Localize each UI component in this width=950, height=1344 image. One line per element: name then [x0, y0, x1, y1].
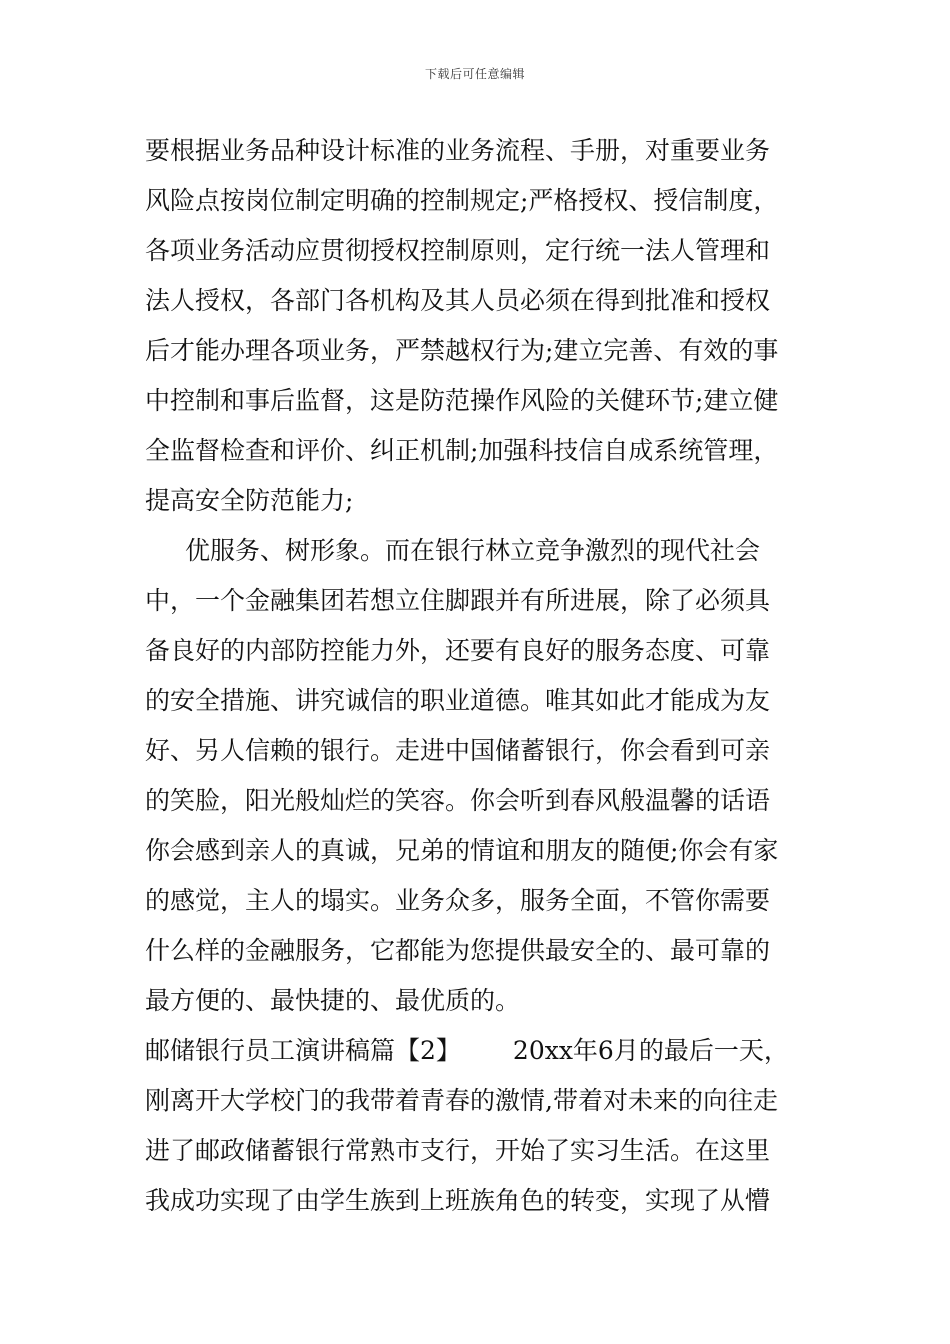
- text-line: 的安全措施、讲究诚信的职业道德。唯其如此才能成为友: [145, 686, 771, 715]
- text-line: 各项业务活动应贯彻授权控制原则，定行统一法人管理和: [145, 236, 771, 265]
- text-line: 提高安全防范能力;: [145, 486, 354, 515]
- text-line: 风险点按岗位制定明确的控制规定;严格授权、授信制度，: [145, 186, 779, 215]
- section-title: 邮储银行员工演讲稿篇【2】: [145, 1036, 461, 1065]
- section-title-line: [145, 1026, 810, 1076]
- text-line: 的笑脸，阳光般灿烂的笑容。你会听到春风般温馨的话语: [145, 786, 771, 815]
- text-line-indented: 优服务、树形象。而在银行林立竞争激烈的现代社会: [185, 536, 761, 565]
- text-line: 什么样的金融服务，它都能为您提供最安全的、最可靠的: [145, 936, 771, 965]
- text-line: 我成功实现了由学生族到上班族角色的转变，实现了从懵: [145, 1186, 771, 1215]
- text-line: 全监督检查和评价、纠正机制;加强科技信自成系统管理，: [145, 436, 779, 465]
- document-body: [145, 126, 810, 1226]
- text-line: 进了邮政储蓄银行常熟市支行，开始了实习生活。在这里: [145, 1136, 771, 1165]
- paragraph-2: [145, 526, 810, 1026]
- text-line: 刚离开大学校门的我带着青春的激情,带着对未来的向往走: [145, 1086, 778, 1115]
- text-line: 法人授权，各部门各机构及其人员必须在得到批准和授权: [145, 286, 771, 315]
- text-line: 后才能办理各项业务，严禁越权行为;建立完善、有效的事: [145, 336, 779, 365]
- paragraph-3: [145, 1026, 810, 1226]
- page-header: 下载后可任意编辑: [424, 67, 525, 81]
- text-line: 的感觉，主人的塌实。业务众多，服务全面，不管你需要: [145, 886, 771, 915]
- text-line: 好、另人信赖的银行。走进中国储蓄银行，你会看到可亲: [145, 736, 771, 765]
- text-line: 你会感到亲人的真诚，兄弟的情谊和朋友的随便;你会有家: [145, 836, 779, 865]
- text-line: 要根据业务品种设计标准的业务流程、手册，对重要业务: [145, 136, 771, 165]
- text-line: 中，一个金融集团若想立住脚跟并有所进展，除了必须具: [145, 586, 771, 615]
- text-line: 中控制和事后监督，这是防范操作风险的关健环节;建立健: [145, 386, 779, 415]
- text-line: 最方便的、最快捷的、最优质的。: [145, 986, 521, 1015]
- section-first-line-text: 20xx年6月的最后一天，: [512, 1036, 789, 1065]
- paragraph-1: [145, 126, 810, 526]
- text-line: 备良好的内部防控能力外，还要有良好的服务态度、可靠: [145, 636, 771, 665]
